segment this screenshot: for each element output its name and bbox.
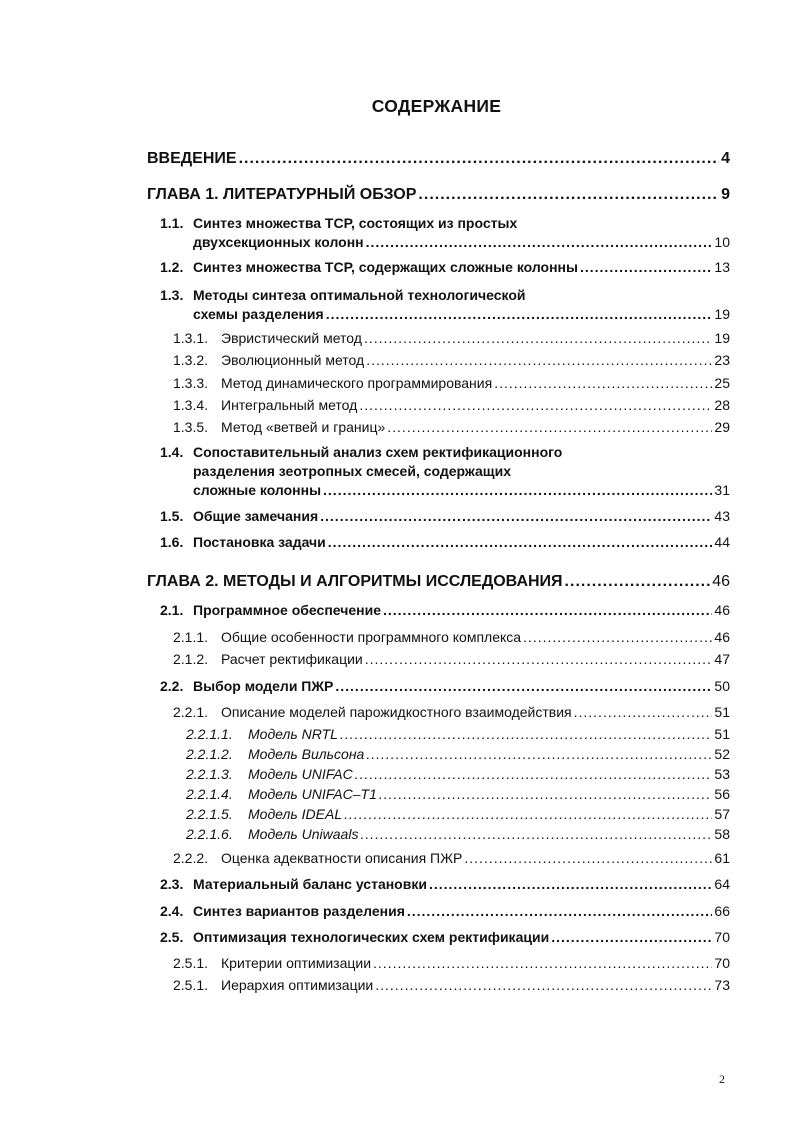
toc-entry-1-3-5[interactable] xyxy=(173,418,730,436)
leader-dots xyxy=(418,186,719,204)
toc-entry-page: 44 xyxy=(714,534,730,550)
toc-entry-2-2-1-2[interactable] xyxy=(186,745,730,763)
toc-entry-1-3-4[interactable] xyxy=(173,396,730,414)
toc-entry-chapter-2[interactable] xyxy=(147,573,730,591)
toc-entry-2-1-2[interactable] xyxy=(173,650,730,668)
toc-entry-page: 50 xyxy=(714,678,730,694)
leader-dots xyxy=(366,745,712,763)
toc-entry-text-line: Методы синтеза оптимальной технологической xyxy=(193,287,526,303)
toc-entry-text: Эволюционный метод xyxy=(221,352,365,368)
toc-entry-1-6[interactable] xyxy=(160,533,730,551)
toc-entry-2-2-1-1[interactable] xyxy=(186,725,730,743)
leader-dots xyxy=(379,785,713,803)
toc-entry-text: Общие особенности программного комплекса xyxy=(221,629,522,645)
toc-entry-1-3-3[interactable] xyxy=(173,374,730,392)
toc-entry-text: Синтез вариантов разделения xyxy=(193,903,405,919)
toc-entry-num: 1.1. xyxy=(160,215,184,231)
toc-entry-introduction[interactable] xyxy=(147,150,730,168)
toc-entry-num: 1.3. xyxy=(160,287,184,303)
toc-entry-page: 23 xyxy=(714,352,730,368)
toc-entry-2-2[interactable] xyxy=(160,677,730,695)
toc-entry-1-5[interactable] xyxy=(160,507,730,525)
toc-entry-num: 2.2.1.5. xyxy=(186,806,233,822)
toc-entry-text: Модель IDEAL xyxy=(248,806,343,822)
toc-entry-text-line: двухсекционных колонн xyxy=(193,234,364,250)
toc-entry-num: 2.2.1.2. xyxy=(186,746,233,762)
leader-dots xyxy=(328,533,713,551)
leader-dots xyxy=(366,233,713,251)
leader-dots xyxy=(355,765,713,783)
toc-entry-num: 2.2. xyxy=(160,678,184,694)
toc-entry-page: 51 xyxy=(714,704,730,720)
toc-entry-num: 2.2.1.4. xyxy=(186,786,233,802)
toc-entry-num: 2.5. xyxy=(160,929,184,945)
leader-dots xyxy=(360,825,712,843)
toc-entry-2-5-1-a[interactable] xyxy=(173,954,730,972)
toc-entry-num: 2.2.1.6. xyxy=(186,826,233,842)
leader-dots xyxy=(364,329,712,347)
toc-entry-num: 2.1.2. xyxy=(173,651,209,667)
toc-entry-page: 19 xyxy=(714,330,730,346)
toc-entry-text: Материальный баланс установки xyxy=(193,876,427,892)
toc-entry-text: Постановка задачи xyxy=(193,534,326,550)
toc-entry-2-2-2[interactable] xyxy=(173,849,730,867)
leader-dots xyxy=(494,374,712,392)
toc-entry-page: 13 xyxy=(714,259,730,275)
toc-entry-page: 56 xyxy=(714,786,730,802)
toc-entry-page: 64 xyxy=(714,876,730,892)
toc-entry-num: 1.3.4. xyxy=(173,397,209,413)
toc-entry-page: 25 xyxy=(714,375,730,391)
toc-entry-num: 1.3.1. xyxy=(173,330,209,346)
leader-dots xyxy=(523,628,712,646)
toc-entry-text: Модель NRTL xyxy=(248,726,338,742)
toc-entry-num: 2.5.1. xyxy=(173,977,209,993)
toc-entry-text: Расчет ректификации xyxy=(221,651,363,667)
toc-entry-page: 29 xyxy=(714,419,730,435)
toc-entry-text: Оценка адекватности описания ПЖР xyxy=(221,850,463,866)
leader-dots xyxy=(580,258,712,276)
toc-entry-page: 57 xyxy=(714,806,730,822)
toc-entry-2-2-1-3[interactable] xyxy=(186,765,730,783)
toc-entry-2-2-1-6[interactable] xyxy=(186,825,730,843)
toc-entry-2-2-1-4[interactable] xyxy=(186,785,730,803)
leader-dots xyxy=(365,650,713,668)
toc-entry-2-2-1[interactable] xyxy=(173,703,730,721)
toc-entry-num: 2.1. xyxy=(160,602,184,618)
toc-entry-text: Интегральный метод xyxy=(221,397,358,413)
toc-entry-page: 66 xyxy=(714,903,730,919)
toc-entry-num: 1.3.2. xyxy=(173,352,209,368)
toc-entry-page: 46 xyxy=(714,602,730,618)
toc-entry-num: 2.2.1.3. xyxy=(186,766,233,782)
toc-entry-num: 2.2.1. xyxy=(173,704,209,720)
toc-entry-1-2[interactable] xyxy=(160,258,730,276)
toc-entry-text-line: Сопоставительный анализ схем ректификационного xyxy=(193,444,563,460)
toc-entry-text: Оптимизация технологических схем ректификации xyxy=(193,929,550,945)
toc-entry-1-4[interactable] xyxy=(193,481,730,499)
toc-entry-page: 46 xyxy=(714,629,730,645)
toc-entry-num: 2.3. xyxy=(160,876,184,892)
toc-entry-page: 9 xyxy=(721,186,730,203)
toc-entry-text: Описание моделей парожидкостного взаимодействия xyxy=(221,704,572,720)
toc-entry-text: ГЛАВА 2. МЕТОДЫ И АЛГОРИТМЫ ИССЛЕДОВАНИЯ xyxy=(147,573,563,590)
toc-entry-page: 4 xyxy=(721,150,730,167)
toc-entry-num: 1.6. xyxy=(160,534,184,550)
leader-dots xyxy=(429,875,712,893)
leader-dots xyxy=(359,396,712,414)
leader-dots xyxy=(326,305,713,323)
toc-entry-page: 47 xyxy=(714,651,730,667)
toc-entry-num: 2.2.2. xyxy=(173,850,209,866)
toc-entry-page: 70 xyxy=(714,929,730,945)
toc-entry-2-1[interactable] xyxy=(160,601,730,619)
toc-entry-text: ГЛАВА 1. ЛИТЕРАТУРНЫЙ ОБЗОР xyxy=(147,186,417,203)
leader-dots xyxy=(320,507,712,525)
toc-entry-text: Эвристический метод xyxy=(221,330,362,346)
leader-dots xyxy=(565,573,711,591)
toc-entry-page: 70 xyxy=(714,955,730,971)
toc-entry-2-3[interactable] xyxy=(160,875,730,893)
toc-entry-page: 19 xyxy=(714,306,730,322)
leader-dots xyxy=(335,677,712,695)
toc-entry-chapter-1[interactable] xyxy=(147,186,730,204)
leader-dots xyxy=(383,601,712,619)
leader-dots xyxy=(551,928,712,946)
leader-dots xyxy=(574,703,713,721)
toc-entry-1-1-line1[interactable] xyxy=(160,214,517,232)
toc-entry-text-line: схемы разделения xyxy=(193,306,324,322)
leader-dots xyxy=(239,150,720,168)
leader-dots xyxy=(366,351,712,369)
toc-entry-num: 1.5. xyxy=(160,508,184,524)
toc-entry-page: 46 xyxy=(712,573,730,590)
toc-entry-1-4-line1[interactable] xyxy=(160,443,562,461)
toc-entry-2-5[interactable] xyxy=(160,928,730,946)
toc-entry-num: 1.2. xyxy=(160,259,184,275)
leader-dots xyxy=(373,954,712,972)
leader-dots xyxy=(344,805,712,823)
toc-entry-text: Модель Uniwaals xyxy=(248,826,359,842)
toc-entry-page: 10 xyxy=(714,234,730,250)
toc-entry-1-3-2[interactable] xyxy=(173,351,730,369)
toc-entry-num: 2.5.1. xyxy=(173,955,209,971)
toc-entry-page: 53 xyxy=(714,766,730,782)
toc-entry-page: 51 xyxy=(714,726,730,742)
toc-entry-num: 2.2.1.1. xyxy=(186,726,233,742)
toc-entry-text: Программное обеспечение xyxy=(193,602,381,618)
toc-entry-2-4[interactable] xyxy=(160,902,730,920)
toc-entry-2-2-1-5[interactable] xyxy=(186,805,730,823)
toc-entry-text: Выбор модели ПЖР xyxy=(193,678,334,694)
toc-entry-text: Критерии оптимизации xyxy=(221,955,372,971)
leader-dots xyxy=(323,481,712,499)
leader-dots xyxy=(464,849,712,867)
leader-dots xyxy=(340,725,712,743)
toc-entry-num: 1.3.5. xyxy=(173,419,209,435)
toc-entry-page: 52 xyxy=(714,746,730,762)
toc-entry-text: Общие замечания xyxy=(193,508,319,524)
toc-entry-text: Модель UNIFAC–T1 xyxy=(248,786,377,802)
toc-entry-page: 28 xyxy=(714,397,730,413)
toc-entry-text-line: сложные колонны xyxy=(193,482,322,498)
leader-dots xyxy=(375,976,712,994)
toc-entry-text: Метод «ветвей и границ» xyxy=(221,419,386,435)
toc-entry-page: 73 xyxy=(714,977,730,993)
toc-entry-1-1[interactable] xyxy=(193,233,730,251)
toc-entry-2-1-1[interactable] xyxy=(173,628,730,646)
leader-dots xyxy=(387,418,712,436)
toc-entry-text: Модель UNIFAC xyxy=(248,766,353,782)
toc-entry-num: 1.3.3. xyxy=(173,375,209,391)
toc-title: СОДЕРЖАНИЕ xyxy=(371,96,502,116)
toc-entry-page: 58 xyxy=(714,826,730,842)
toc-entry-text: Синтез множества ТСР, содержащих сложные колонны xyxy=(193,259,578,275)
toc-entry-page: 43 xyxy=(714,508,730,524)
toc-entry-text: ВВЕДЕНИЕ xyxy=(147,150,237,167)
toc-entry-num: 2.4. xyxy=(160,903,184,919)
toc-entry-text: Модель Вильсона xyxy=(248,746,365,762)
toc-entry-num: 2.1.1. xyxy=(173,629,209,645)
leader-dots xyxy=(407,902,713,920)
toc-entry-page: 31 xyxy=(714,482,730,498)
toc-entry-2-5-1-b[interactable] xyxy=(173,976,730,994)
toc-entry-1-3[interactable] xyxy=(193,305,730,323)
toc-entry-1-3-line1[interactable] xyxy=(160,286,526,304)
toc-entry-1-3-1[interactable] xyxy=(173,329,730,347)
toc-entry-text-line: Синтез множества ТСР, состоящих из простых xyxy=(193,215,518,231)
toc-entry-text: Иерархия оптимизации xyxy=(221,977,374,993)
toc-entry-page: 61 xyxy=(714,850,730,866)
page-number: 2 xyxy=(719,1072,725,1086)
toc-entry-num: 1.4. xyxy=(160,444,184,460)
toc-entry-text: Метод динамического программирования xyxy=(221,375,493,391)
toc-entry-1-4-line2: разделения зеотропных смесей, содержащих xyxy=(193,463,512,479)
